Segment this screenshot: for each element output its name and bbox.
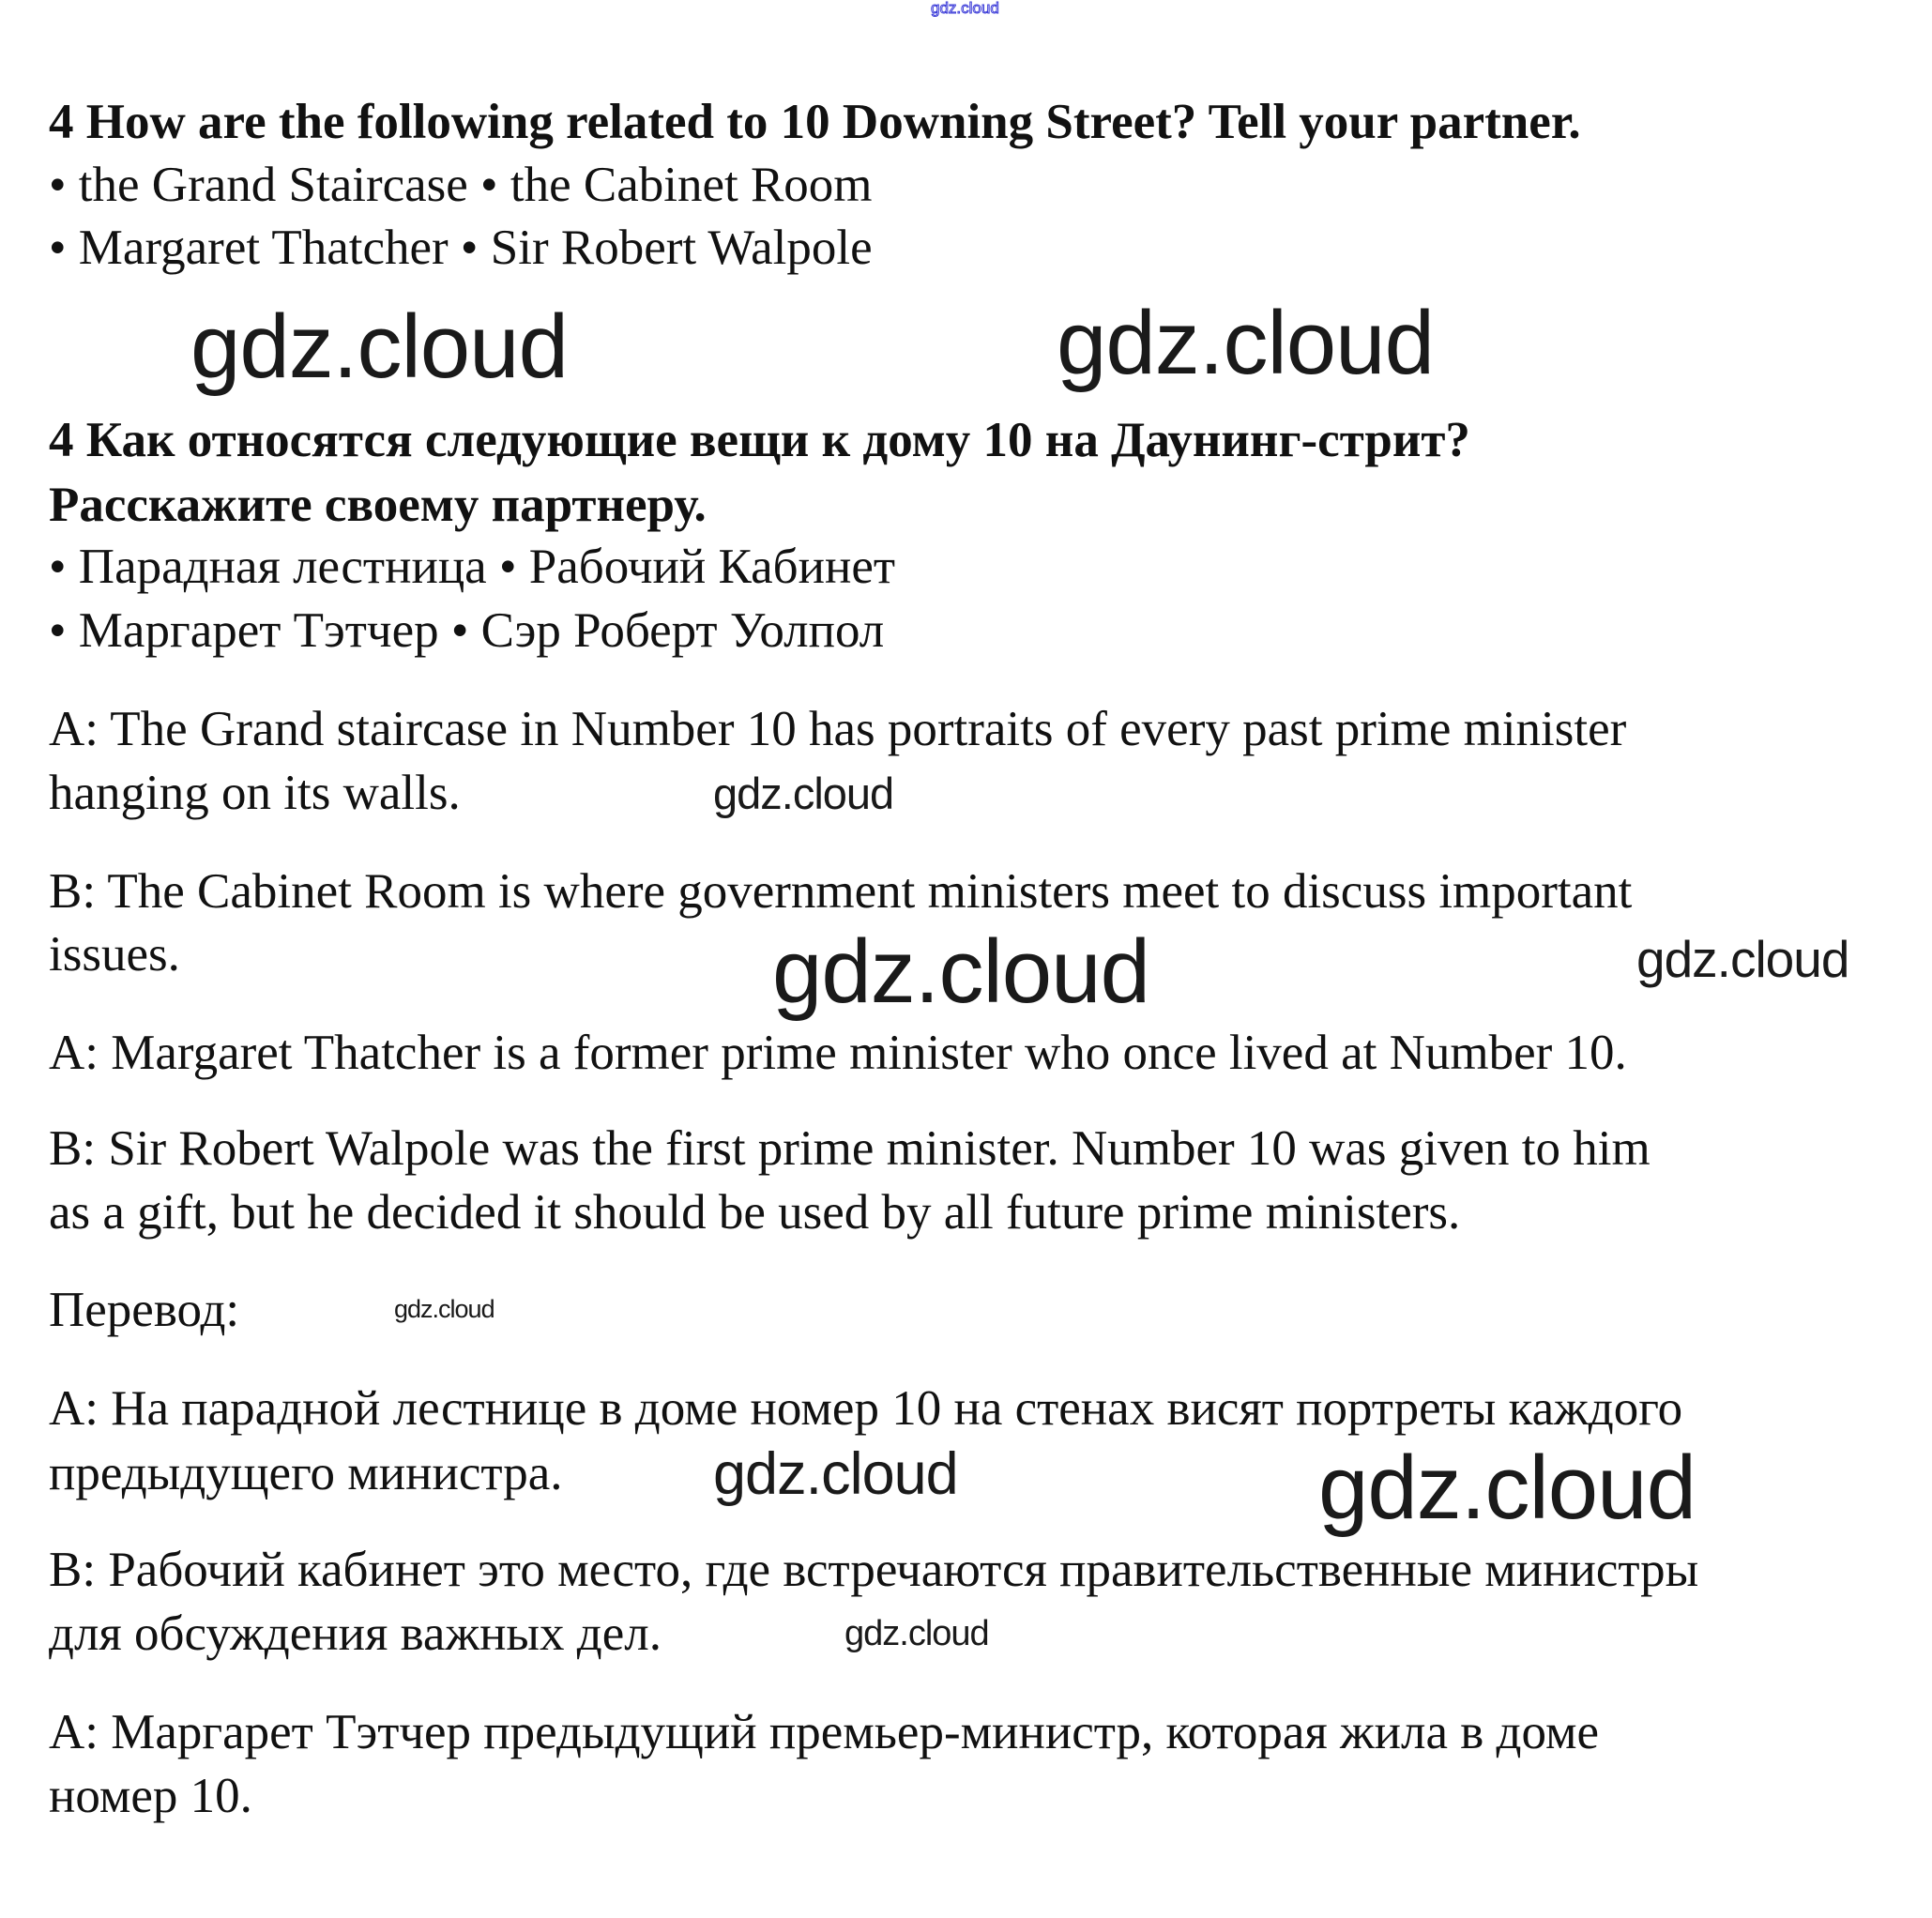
watermark: gdz.cloud — [772, 921, 1149, 1022]
task-bullets-en-1: • the Grand Staircase • the Cabinet Room — [49, 158, 873, 212]
watermark: gdz.cloud — [394, 1295, 494, 1323]
watermark: gdz.cloud — [1318, 1438, 1696, 1538]
task-bullets-ru-2: • Маргарет Тэтчер • Сэр Роберт Уолпол — [49, 603, 885, 658]
watermark: gdz.cloud — [844, 1614, 989, 1653]
task-heading-ru-2: Расскажите своему партнеру. — [49, 478, 707, 532]
translation-label: Перевод: — [49, 1283, 240, 1337]
answer-en-2-line-1: B: The Cabinet Room is where government ministers meet to discuss important — [49, 864, 1633, 919]
answer-ru-1-line-1: A: На парадной лестнице в доме номер 10 на стенах висят портреты каждого — [49, 1381, 1683, 1436]
answer-ru-3-line-2: номер 10. — [49, 1769, 252, 1823]
answer-ru-2-line-2: для обсуждения важных дел. — [49, 1606, 662, 1661]
watermark: gdz.cloud — [190, 297, 568, 397]
answer-ru-3-line-1: A: Маргарет Тэтчер предыдущий премьер-министр, которая жила в доме — [49, 1705, 1600, 1759]
task-bullets-ru-1: • Парадная лестница • Рабочий Кабинет — [49, 540, 896, 594]
watermark-top: gdz.cloud — [931, 0, 999, 17]
answer-ru-2-line-1: B: Рабочий кабинет это место, где встречаются правительственные министры — [49, 1543, 1699, 1597]
answer-en-2-line-2: issues. — [49, 927, 180, 982]
answer-en-1-line-2: hanging on its walls. — [49, 766, 461, 820]
answer-en-3-line-1: A: Margaret Thatcher is a former prime minister who once lived at Number 10. — [49, 1026, 1627, 1080]
watermark: gdz.cloud — [1057, 293, 1434, 393]
answer-en-4-line-2: as a gift, but he decided it should be used by all future prime ministers. — [49, 1185, 1461, 1240]
task-heading-en: 4 How are the following related to 10 Downing Street? Tell your partner. — [49, 95, 1581, 149]
task-bullets-en-2: • Margaret Thatcher • Sir Robert Walpole — [49, 221, 873, 275]
answer-en-4-line-1: B: Sir Robert Walpole was the first prime minister. Number 10 was given to him — [49, 1121, 1651, 1176]
task-heading-ru-1: 4 Как относятся следующие вещи к дому 10 на Даунинг-стрит? — [49, 413, 1470, 467]
watermark: gdz.cloud — [713, 1441, 958, 1507]
answer-ru-1-line-2: предыдущего министра. — [49, 1446, 563, 1500]
watermark: gdz.cloud — [713, 769, 894, 818]
answer-en-1-line-1: A: The Grand staircase in Number 10 has portraits of every past prime minister — [49, 702, 1627, 756]
watermark: gdz.cloud — [1636, 930, 1849, 988]
